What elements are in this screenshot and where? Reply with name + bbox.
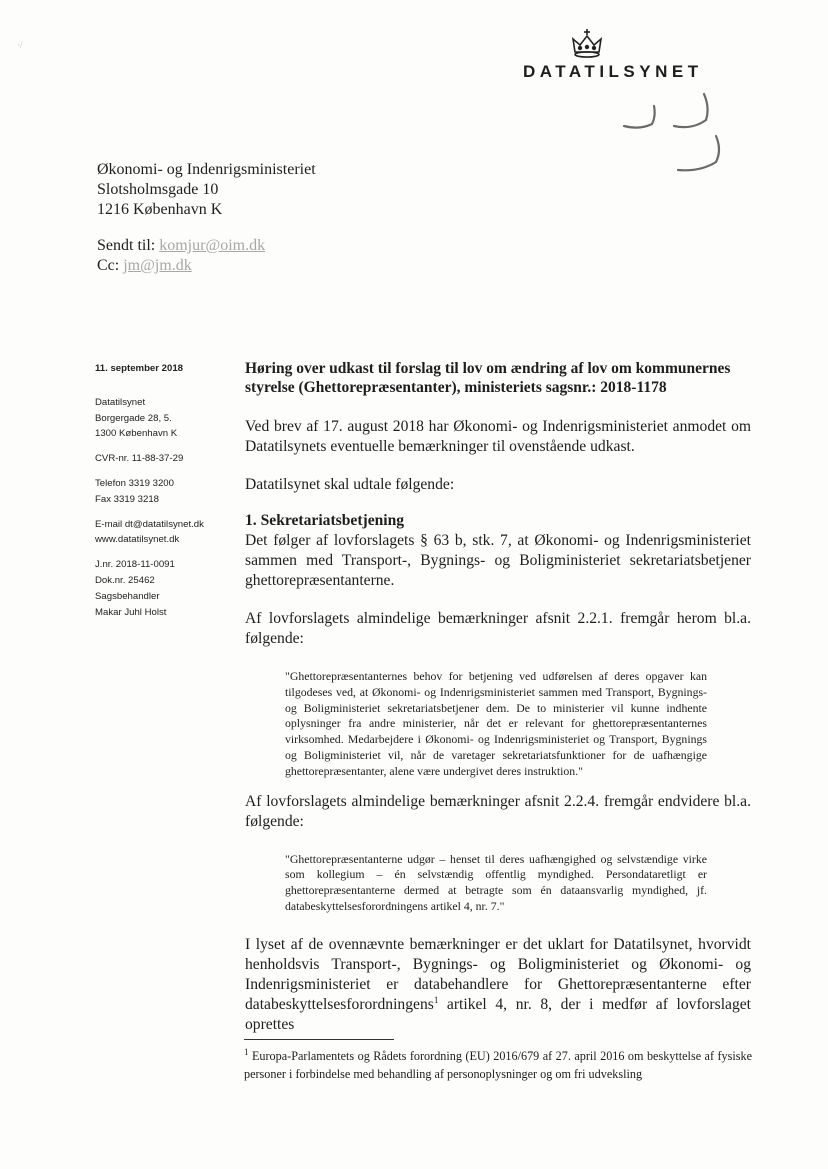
sender-cvr: CVR-nr. 11-88-37-29 xyxy=(95,453,184,465)
sender-org: Datatilsynet xyxy=(95,396,146,408)
block-quote: "Ghettorepræsentanternes behov for betjening ved udførelsen af deres opgaver kan tilgodeses ved, at Økonomi- og Indenrigsministeriet sammen med Transport, Bygnings- og Boligministeriet sekretariatsbetjener dem. De to ministerier vil kunne indhente oplysninger fra andre ministerier, når det er relevant for ghettorepræsentanternes virksomhed. Medarbejdere i Økonomi- og Indenrigsministeriet og Transport, Bygnings og Boligministeriet vil, når de varetager sekretariatsfunktioner for de uafhængige ghettorepræsentanter, alene være undergivet deres instruktion." xyxy=(285,669,707,778)
footnote-number: 1 xyxy=(244,1046,249,1057)
paragraph: Datatilsynet skal udtale følgende: xyxy=(245,476,455,493)
paragraph: Ved brev af 17. august 2018 har Økonomi- og Indenrigsministeriet anmodet om Datatilsynets eventuelle bemærkninger til ovenstående udkast. xyxy=(245,418,751,455)
recipient-line: Slotsholmsgade 10 xyxy=(97,181,219,198)
footnote xyxy=(244,1047,752,1083)
sent-to-block xyxy=(97,236,265,276)
paragraph: Af lovforslagets almindelige bemærkninger afsnit 2.2.4. fremgår endvidere bl.a. følgende: xyxy=(245,792,751,830)
paragraph xyxy=(245,935,751,1035)
sender-email: E-mail dt@datatilsynet.dk xyxy=(95,518,204,530)
recipient-address xyxy=(97,160,316,220)
journal-number: J.nr. 2018-11-0091 xyxy=(95,559,175,571)
block-quote: "Ghettorepræsentanterne udgør – henset til deres uafhængighed og selvstændige virke som kollegium – én selvstændig offentlig myndighed. Persondataretligt er ghettorepræsentanterne dermed at betragte som én dataansvarlig myndighed, jf. databeskyttelsesforordningens artikel 4, nr. 7." xyxy=(285,851,707,913)
paragraph: Det følger af lovforslagets § 63 b, stk. 7, at Økonomi- og Indenrigsministeriet sammen med Transport-, Bygnings- og Boligministeriet sekretariatsbetjener ghettorepræsentanterne. xyxy=(245,532,751,589)
sender-sidebar xyxy=(95,361,235,620)
paragraph: Af lovforslagets almindelige bemærkninger afsnit 2.2.1. fremgår herom bl.a. følgende: xyxy=(245,610,751,647)
paragraph-text: I lyset af de ovennævnte bemærkninger er det uklart for Datatilsynet, hvorvidt henholdsvis Transport-, Bygnings- og Boligministeriet og Økonomi- og Indenrigsministeriet er databehandlere for Ghettorepræsentanterne efter databeskyttelsesforordningens xyxy=(245,935,751,1013)
sent-to-label: Sendt til: xyxy=(97,237,156,254)
sender-street: Borgergade 28, 5. xyxy=(95,412,172,424)
cc-label: Cc: xyxy=(97,257,120,274)
sender-fax: Fax 3319 3218 xyxy=(95,493,160,505)
scan-speck: ·/ xyxy=(17,40,23,50)
letter-date: 11. september 2018 xyxy=(95,363,184,374)
section-heading: 1. Sekretariatsbetjening xyxy=(245,512,405,529)
document-number: Dok.nr. 25462 xyxy=(95,574,155,586)
footnote-divider xyxy=(244,1039,394,1040)
letter-title: Høring over udkast til forslag til lov om ændring af lov om kommunernes styrelse (Ghettorepræsentanter), ministeriets sagsnr.: 2018-1178 xyxy=(245,360,731,396)
paragraph-text: artikel 4, nr. 8, der i medfør af lovforslaget oprettes xyxy=(245,995,751,1033)
cc-email-link[interactable]: jm@jm.dk xyxy=(123,257,192,274)
case-handler-name: Makar Juhl Holst xyxy=(95,606,167,618)
recipient-line: Økonomi- og Indenrigsministeriet xyxy=(97,161,316,178)
footnote-reference: 1 xyxy=(433,994,439,1005)
logo-wordmark: DATATILSYNET xyxy=(523,62,703,81)
handwritten-marks xyxy=(616,92,728,174)
sent-to-email-link[interactable]: komjur@oim.dk xyxy=(159,237,266,254)
recipient-line: 1216 København K xyxy=(97,201,223,218)
sender-city: 1300 København K xyxy=(95,428,178,440)
letter-body xyxy=(245,359,751,1035)
case-handler-label: Sagsbehandler xyxy=(95,590,160,602)
sender-web: www.datatilsynet.dk xyxy=(95,534,180,546)
footnote-text: Europa-Parlamentets og Rådets forordning (EU) 2016/679 af 27. april 2016 om beskyttelse af fysiske personer i forbindelse med behandling af personoplysninger og om fri udveksling xyxy=(244,1049,752,1081)
crown-icon xyxy=(568,28,606,60)
sender-phone: Telefon 3319 3200 xyxy=(95,477,174,489)
